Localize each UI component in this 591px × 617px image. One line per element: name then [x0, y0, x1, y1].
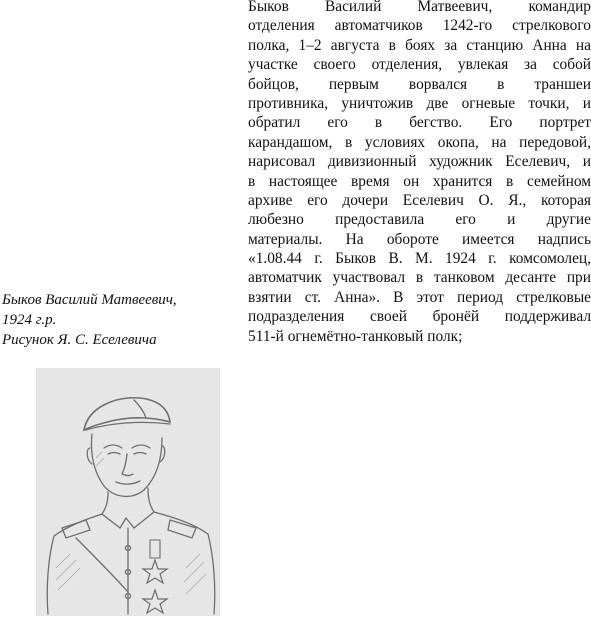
soldier-portrait-drawing — [36, 368, 220, 616]
text-line: бойцов, первым ворвался в траншеи — [248, 75, 591, 93]
text-line: любезно предоставила его и другие — [248, 211, 591, 229]
text-line: противника, уничтожив две огневые точки, и — [248, 94, 591, 112]
text-line: участке своего отделения, увлекая за собой — [248, 56, 591, 74]
text-line: нарисовал дивизионный художник Еселевич, и — [248, 153, 591, 171]
caption-line-artist: Рисунок Я. С. Еселевича — [2, 332, 157, 348]
body-paragraph — [248, 0, 591, 346]
portrait-caption — [2, 290, 242, 350]
text-line: материалы. На обороте имеется надпись — [248, 230, 591, 248]
text-line: обратил его в бегство. Его портрет — [248, 114, 591, 132]
text-line: «1.08.44 г. Быков В. М. 1924 г. комсомолец, — [248, 250, 591, 268]
caption-line-year: 1924 г.р. — [2, 312, 57, 328]
text-line: полка, 1–2 августа в боях за станцию Анна на — [248, 36, 591, 54]
text-line: взятии ст. Анна». В этот период стрелковые — [248, 288, 591, 306]
caption-line-name: Быков Василий Матвеевич, — [2, 292, 177, 308]
text-line: 511-й огнемётно-танковый полк; — [248, 327, 463, 345]
text-line: Быков Василий Матвеевич, командир — [248, 0, 591, 15]
portrait-sketch — [36, 368, 220, 616]
text-line: автоматчик участвовал в танковом десанте при — [248, 269, 591, 287]
text-line: подразделения своей бронёй поддерживал — [248, 308, 591, 326]
text-line: отделения автоматчиков 1242-го стрелкового — [248, 17, 591, 35]
text-line: карандашом, в условиях окопа, на передовой, — [248, 133, 591, 151]
text-line: архиве его дочери Еселевич О. Я., которая — [248, 191, 591, 209]
text-line: в настоящее время он хранится в семейном — [248, 172, 591, 190]
